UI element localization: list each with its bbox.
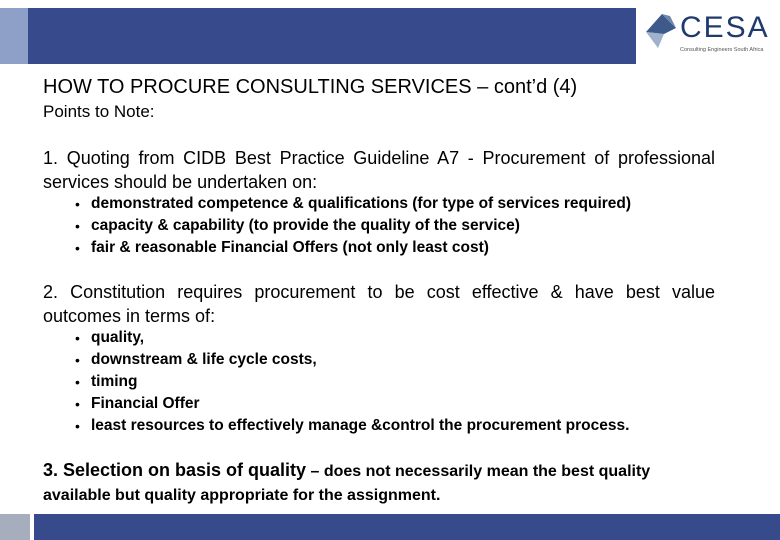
footer-band-stripe [0,514,30,540]
header-band [0,8,636,64]
section-2-bullets [75,327,629,437]
list-item: • least resources to effectively manage &control the procurement process. [75,415,629,437]
list-item: • capacity & capability (to provide the quality of the service) [75,215,631,237]
section-1-bullets [75,193,631,259]
header-band-stripe [0,8,28,64]
section-3-text: – does not necessarily mean the best quality available but quality appropriate for the assignment. [43,463,651,504]
slide-title: HOW TO PROCURE CONSULTING SERVICES – cont’d (4) [43,76,578,98]
footer-band-gap [30,514,34,540]
logo-tagline: Consulting Engineers South Africa [680,47,764,53]
footer-band [0,514,780,540]
section-3-lead: 3. Selection on basis of quality [43,460,307,480]
list-item: • timing [75,371,629,393]
list-item: • demonstrated competence & qualifications (for type of services required) [75,193,631,215]
slide-subtitle: Points to Note: [43,102,155,121]
list-item: • downstream & life cycle costs, [75,349,629,371]
cesa-logo-mark-icon [642,10,680,50]
list-item: • quality, [75,327,629,349]
cesa-logo [640,6,776,64]
list-item: • fair & reasonable Financial Offers (not only least cost) [75,237,631,259]
logo-wordmark: CESA [680,11,770,44]
list-item: • Financial Offer [75,393,629,415]
section-1-heading: 1. Quoting from CIDB Best Practice Guideline A7 - Procurement of professional services should be undertaken on: [43,148,715,192]
section-2-heading: 2. Constitution requires procurement to be cost effective & have best value outcomes in terms of: [43,282,715,326]
section-3 [43,458,715,508]
